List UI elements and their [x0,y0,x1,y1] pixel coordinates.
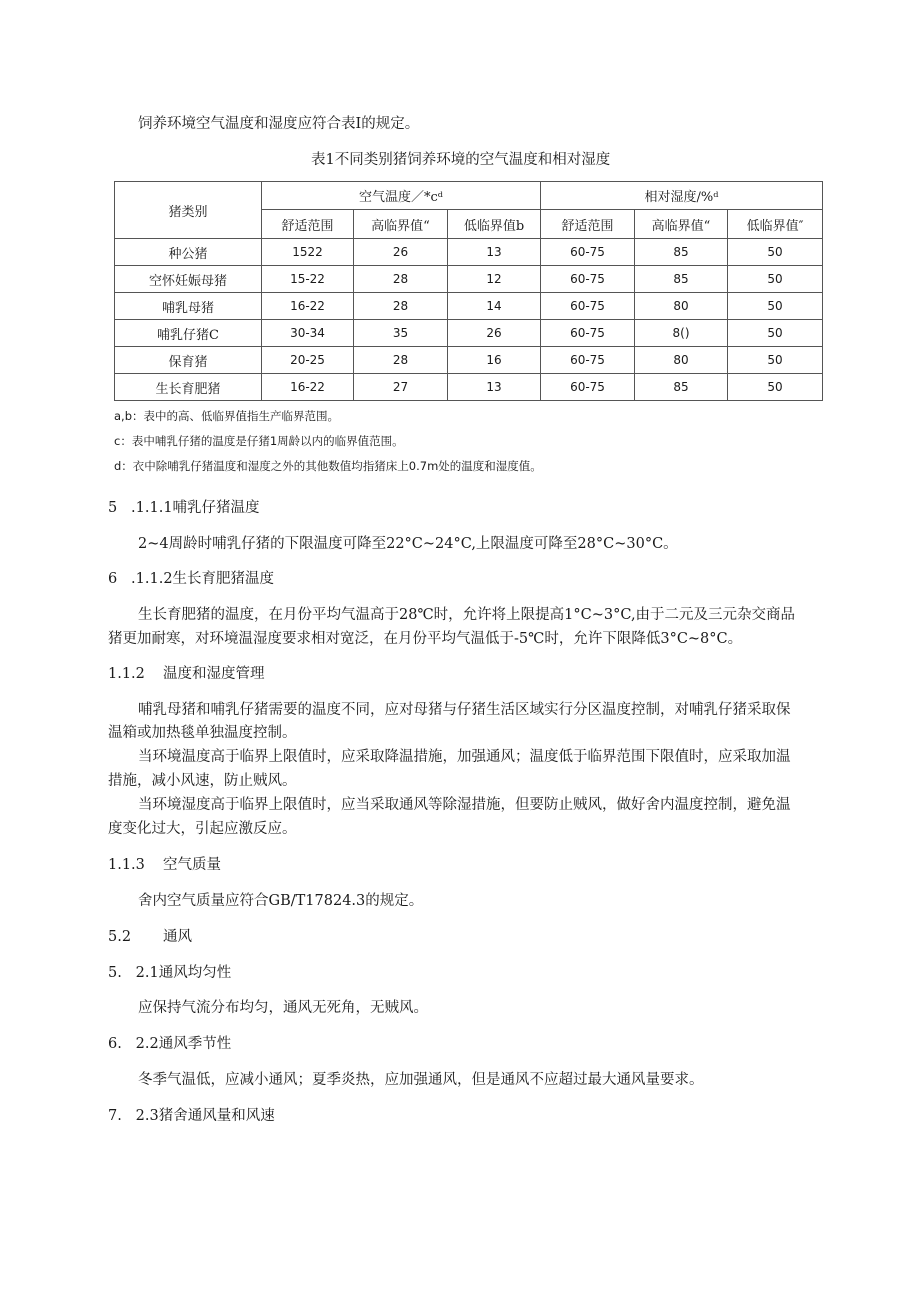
cell-humidity-low: 50 [728,266,823,293]
cell-humidity-high: 8() [635,320,728,347]
table-header-row [115,182,823,210]
paragraph-fattening-temp-line2: 猪更加耐寒，对环境温湿度要求相对宽泛，在月份平均气温低于-5℃时，允许下限降低3°C~8°C。 [108,631,743,647]
cell-temp-range: 30-34 [262,320,354,347]
cell-humidity-range: 60-75 [541,266,635,293]
cell-temp-range: 16-22 [262,374,354,401]
header-air-temperature: 空气温度／*cᵈ [262,182,541,210]
table-row [115,347,823,374]
cell-temp-high: 27 [354,374,448,401]
paragraph-management-1-line2: 温箱或加热毯单独温度控制。 [108,725,297,741]
cell-humidity-range: 60-75 [541,347,635,374]
cell-humidity-range: 60-75 [541,374,635,401]
cell-category: 空怀妊娠母猪 [115,266,262,293]
paragraph-management-1-line1: 哺乳母猪和哺乳仔猪需要的温度不同，应对母猪与仔猪生活区域实行分区温度控制，对哺乳仔猪采取保 [138,702,791,718]
cell-category: 哺乳母猪 [115,293,262,320]
cell-humidity-high: 85 [635,374,728,401]
paragraph-fattening-temp-line1: 生长育肥猪的温度，在月份平均气温高于28℃时，允许将上限提高1°C~3°C,由于二元及三元杂交商品 [138,607,796,623]
cell-temp-high: 28 [354,266,448,293]
paragraph-management-2-line1: 当环境温度高于临界上限值时，应采取降温措施，加强通风；温度低于临界范围下限值时，应采取加温 [138,749,791,765]
cell-category: 保育猪 [115,347,262,374]
cell-temp-low: 12 [448,266,541,293]
temperature-humidity-table [114,181,823,401]
section-title-temp-humidity-management: 温度和湿度管理 [163,666,265,682]
cell-temp-low: 26 [448,320,541,347]
section-heading-6-1-1-2: 6 .1.1.2生长育肥猪温度 [108,571,275,587]
cell-category: 哺乳仔猪C [115,320,262,347]
section-number-1-1-3: 1.1.3 [108,857,145,873]
cell-temp-high: 28 [354,293,448,320]
paragraph-ventilation-uniformity: 应保持气流分布均匀，通风无死角，无贼风。 [138,1000,428,1016]
paragraph-ventilation-seasonality: 冬季气温低，应减小通风；夏季炎热，应加强通风，但是通风不应超过最大通风量要求。 [138,1072,704,1088]
cell-humidity-range: 60-75 [541,293,635,320]
cell-temp-low: 13 [448,239,541,266]
cell-temp-high: 35 [354,320,448,347]
header-category: 猪类别 [115,182,262,239]
paragraph-management-2-line2: 措施，减小风速，防止贼风。 [108,773,297,789]
table-row [115,320,823,347]
cell-temp-low: 13 [448,374,541,401]
cell-category: 种公猪 [115,239,262,266]
section-heading-5-1-1-1: 5 .1.1.1哺乳仔猪温度 [108,500,260,516]
cell-temp-range: 1522 [262,239,354,266]
paragraph-air-quality: 舍内空气质量应符合GB/T17824.3的规定。 [138,893,424,909]
cell-category: 生长育肥猪 [115,374,262,401]
subheader-humidity-comfort: 舒适范围 [541,210,635,239]
subheader-temp-high: 高临界值“ [354,210,448,239]
cell-temp-high: 26 [354,239,448,266]
table-row [115,266,823,293]
cell-temp-range: 15-22 [262,266,354,293]
cell-humidity-low: 50 [728,293,823,320]
subheader-humidity-low: 低临界值″ [728,210,823,239]
paragraph-suckling-piglet-temp: 2~4周龄时哺乳仔猪的下限温度可降至22°C~24°C,上限温度可降至28°C~30°C。 [138,536,678,552]
cell-humidity-low: 50 [728,347,823,374]
cell-humidity-range: 60-75 [541,239,635,266]
cell-humidity-low: 50 [728,239,823,266]
table-note-c: c：表中哺乳仔猪的温度是仔猪1周龄以内的临界值范围。 [114,434,404,448]
cell-humidity-high: 85 [635,266,728,293]
cell-temp-range: 20-25 [262,347,354,374]
subheader-temp-comfort: 舒适范围 [262,210,354,239]
subheader-temp-low: 低临界值b [448,210,541,239]
cell-humidity-high: 80 [635,347,728,374]
section-heading-6-2-2: 6. 2.2通风季节性 [108,1036,232,1052]
cell-humidity-high: 80 [635,293,728,320]
cell-humidity-range: 60-75 [541,320,635,347]
cell-humidity-low: 50 [728,374,823,401]
table-note-d: d：衣中除哺乳仔猪温度和湿度之外的其他数值均指猪床上0.7m处的温度和湿度值。 [114,459,542,473]
section-number-5-2: 5.2 [108,929,132,945]
section-heading-7-2-3: 7. 2.3猪舍通风量和风速 [108,1108,275,1124]
subheader-humidity-high: 高临界值“ [635,210,728,239]
section-heading-5-2-1: 5. 2.1通风均匀性 [108,965,232,981]
table-row [115,293,823,320]
cell-temp-range: 16-22 [262,293,354,320]
cell-temp-low: 14 [448,293,541,320]
cell-humidity-high: 85 [635,239,728,266]
table-caption: 表1不同类别猪饲养环境的空气温度和相对湿度 [311,152,611,168]
cell-temp-low: 16 [448,347,541,374]
header-relative-humidity: 相对湿度/%ᵈ [541,182,823,210]
table-row [115,239,823,266]
section-title-ventilation: 通风 [163,929,192,945]
cell-humidity-low: 50 [728,320,823,347]
section-title-air-quality: 空气质量 [163,857,221,873]
table-row [115,374,823,401]
cell-temp-high: 28 [354,347,448,374]
section-number-1-1-2: 1.1.2 [108,666,145,682]
table-note-ab: a,b：表中的高、低临界值指生产临界范围。 [114,409,340,423]
paragraph-management-3-line2: 度变化过大，引起应激反应。 [108,821,297,837]
intro-paragraph: 饲养环境空气温度和湿度应符合表I的规定。 [138,116,420,132]
paragraph-management-3-line1: 当环境湿度高于临界上限值时，应当采取通风等除湿措施，但要防止贼风，做好舍内温度控制，避免温 [138,797,791,813]
